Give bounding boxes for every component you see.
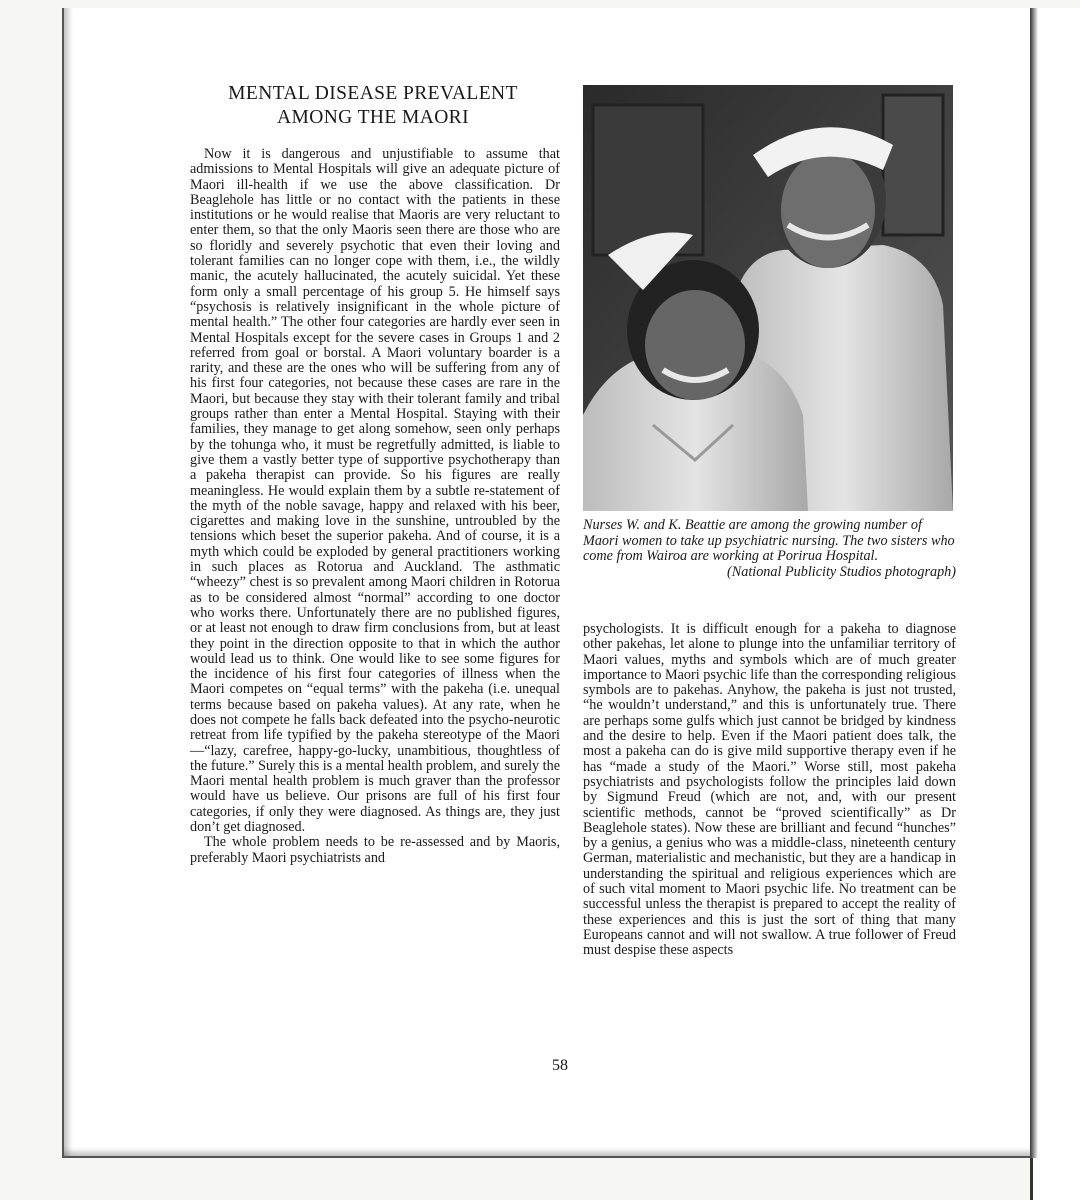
left-paragraph-2: The whole problem needs to be re-assessed and by Maoris, preferably Maori psychiatrists and (190, 834, 560, 866)
page-number: 58 (552, 1057, 568, 1074)
left-paragraph-1: Now it is dangerous and unjustifiable to assume that admissions to Mental Hospitals will give an adequate picture of Maori ill-health if we use the above classification. Dr Beaglehole has little or no contact with the patients in these institutions or he would realise that Maoris are very reluctant to enter them, so that the only Maoris seen there are those who are so floridly and severely psychotic that even their loving and tolerant families can no longer cope with them, i.e., the wildly manic, the acutely hallucinated, the acutely suicidal. Yet these form only a small percentage of his group 5. He himself says “psychosis is relatively insignificant in the whole picture of mental health.” The other four categories are hardly ever seen in Mental Hospitals except for the severe cases in Groups 1 and 2 referred from goal or borstal. A Maori voluntary boarder is a rarity, and these are the ones who will be suffering from any of his first four categories, not because these cases are rare in the Maori, but because they stay with their tolerant family and tribal groups rather than enter a Mental Hospital. Staying with their families, they manage to get along somehow, seen only perhaps by the tohunga who, it must be regretfully admitted, is liable to give them a vastly better type of supportive psychotherapy than a pakeha therapist can provide. So his figures are really meaningless. He would explain them by a subtle re-statement of the myth of the noble savage, happy and relaxed with his beer, cigarettes and making love in the sunshine, untroubled by the tensions which beset the superior pakeha. And of course, it is a myth which could be exploded by general practitioners working in such places as Rotorua and Auckland. The asthmatic “wheezy” chest is so prevalent among Maori children in Rotorua as to be considered almost “normal” according to one doctor who works there. Unfortunately there are no published figures, or at least not enough to draw firm conclusions from, but at least they point in the direction opposite to that in which the author would lead us to think. One would like to see some figures for the incidence of his first four categories of illness when the Maori competes on “equal terms” with the pakeha (i.e. unequal terms because based on pakeha values). At any rate, when he does not compete he falls back defeated into the psycho-neurotic retreat from life typified by the pakeha stereotype of the Maori—“lazy, carefree, happy-go-lucky, unambitious, thoughtless of the future.” Surely this is a mental health problem, and surely the Maori mental health problem is much graver than the professor would have us believe. Our prisons are full of his first four categories, if only they were diagnosed. As things are, they just don’t get diagnosed. (190, 146, 560, 836)
right-column (583, 622, 956, 959)
nurses-photograph (583, 85, 953, 511)
page-binding-shadow (1030, 8, 1038, 1158)
caption-text: Nurses W. and K. Beattie are among the growing number of Maori women to take up psychiatric nursing. The two sisters who come from Wairoa are working at Porirua Hospital. (583, 517, 955, 565)
title-line-2: AMONG THE MAORI (277, 107, 469, 128)
article-title (182, 82, 564, 130)
photo-credit: (National Publicity Studios photograph) (727, 563, 956, 580)
title-line-1: MENTAL DISEASE PREVALENT (228, 83, 518, 104)
nurses-photo-illustration (583, 85, 953, 511)
right-paragraph-1: psychologists. It is difficult enough for a pakeha to diagnose other pakehas, let alone to plunge into the unfamiliar territory of Maori values, myths and symbols which are of much greater importance to Maori psychic life than the corresponding religious symbols are to pakehas. Anyhow, the pakeha is just not trusted, “he wouldn’t understand,” and this is unfortunately true. There are perhaps some gulfs which just cannot be bridged by kindness and the desire to help. Even if the Maori patient does talk, the most a pakeha can do is give mild supportive therapy even if he has “made a study of the Maori.” Worse still, most pakeha psychiatrists and psychologists follow the principles laid down by Sigmund Freud (which are not, and, with our present scientific methods, cannot be “proved scientifically” as Dr Beaglehole states). Now these are brilliant and fecund “hunches” by a genius, a genius who was a middle-class, nineteenth century German, materialistic and mechanistic, but they are a handicap in understanding the spiritual and religious experiences which are of such vital moment to Maori psychic life. No treatment can be successful unless the therapist is prepared to accept the reality of these experiences and this is just the sort of thing that many Europeans cannot and will not swallow. A true follower of Freud must despise these aspects (583, 621, 956, 959)
photo-caption (583, 518, 956, 580)
left-column (190, 147, 560, 866)
